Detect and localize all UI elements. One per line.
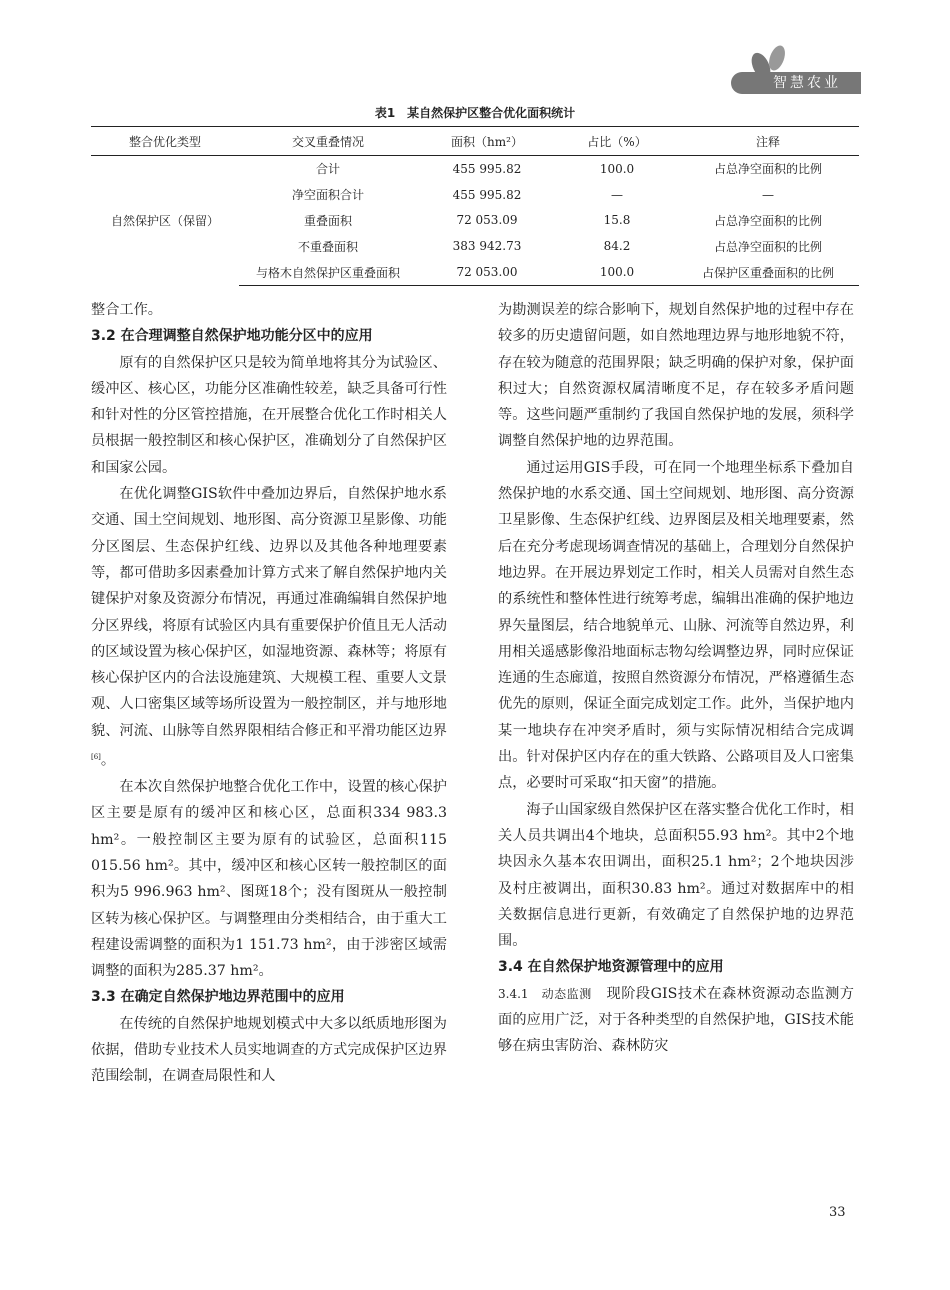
column-header: 注释 <box>677 127 859 156</box>
subsection-heading-3-4-1: 3.4.1 动态监测 <box>498 986 592 1001</box>
paragraph: 在本次自然保护地整合优化工作中，设置的核心保护区主要是原有的缓冲区和核心区，总面积334 983.3 hm²。一般控制区主要为原有的试验区，总面积115 015.56 hm²。其中，缓冲区和核心区转一般控制区的面积为5 996.963 hm²、图斑18个；没有图斑从一般控制区转为核心保护区。与调整理由分类相结合，由于重大工程建设需调整的面积为1 151.73 hm²，由于涉密区域需调整的面积为285.37 hm²。 <box>91 779 447 980</box>
table-cell: 383 942.73 <box>452 239 522 254</box>
area-statistics-table <box>91 126 859 286</box>
table-cell: 72 053.00 <box>417 259 557 285</box>
citation-ref: [6] <box>91 753 101 762</box>
right-column <box>498 297 854 1060</box>
paragraph-text: 现阶段GIS技术在森林资源动态监测方面的应用广泛，对于各种类型的自然保护地，GIS技术能够在病虫害防治、森林防灾 <box>498 985 854 1055</box>
table-cell: 占总净空面积的比例 <box>713 162 822 177</box>
column-header: 面积（hm²） <box>417 127 557 156</box>
section-heading-3-3: 3.3 在确定自然保护地边界范围中的应用 <box>91 989 345 1006</box>
table-row <box>91 156 859 182</box>
table-cell: 不重叠面积 <box>297 239 358 254</box>
paragraph: 海子山国家级自然保护区在落实整合优化工作时，相关人员共调出4个地块，总面积55.93 hm²。其中2个地块因永久基本农田调出，面积25.1 hm²；2个地块因涉及村庄被调出，面积30.83 hm²。通过对数据库中的相关数据信息进行更新，有效确定了自然保护地的边界范围。 <box>498 801 854 950</box>
paragraph <box>498 981 854 1060</box>
table-cell: 重叠面积 <box>303 213 352 228</box>
paragraph-end: 。 <box>100 752 116 769</box>
table-cell: — <box>611 187 623 202</box>
table-cell: 455 995.82 <box>452 161 522 176</box>
table-cell: 84.2 <box>603 239 631 254</box>
section-heading-3-4: 3.4 在自然保护地资源管理中的应用 <box>498 959 724 976</box>
paragraph: 整合工作。 <box>91 302 162 318</box>
group-cell: 自然保护区（保留） <box>110 214 219 229</box>
page-number: 33 <box>829 1205 846 1220</box>
table-cell: 占总净空面积的比例 <box>713 239 822 254</box>
table-cell: — <box>762 187 774 202</box>
section-heading-3-2: 3.2 在合理调整自然保护地功能分区中的应用 <box>91 328 373 345</box>
section-logo <box>731 44 861 94</box>
table-cell: 100.0 <box>599 161 635 176</box>
paragraph: 在传统的自然保护地规划模式中大多以纸质地形图为依据，借助专业技术人员实地调查的方式完成保护区边界范围绘制，在调查局限性和人 <box>91 1015 447 1085</box>
table-cell: 15.8 <box>603 213 631 228</box>
column-header: 占比（%） <box>557 127 677 156</box>
table-cell: 净空面积合计 <box>291 188 364 203</box>
table-cell: 占总净空面积的比例 <box>713 213 822 228</box>
table-cell: 100.0 <box>557 259 677 285</box>
column-header: 整合优化类型 <box>91 127 239 156</box>
paragraph: 为勘测误差的综合影响下，规划自然保护地的过程中存在较多的历史遗留问题，如自然地理边界与地形地貌不符，存在较为随意的范围界限；缺乏明确的保护对象，保护面积过大；自然资源权属清晰度不足，存在较多矛盾问题等。这些问题严重制约了我国自然保护地的发展，须科学调整自然保护地的边界范围。 <box>498 302 854 450</box>
table-cell: 合计 <box>315 162 340 177</box>
table-cell: 占保护区重叠面积的比例 <box>677 259 859 285</box>
table-caption: 表1 某自然保护区整合优化面积统计 <box>374 106 576 120</box>
paragraph <box>91 481 447 774</box>
paragraph: 原有的自然保护区只是较为简单地将其分为试验区、缓冲区、核心区，功能分区准确性较差，缺乏具备可行性和针对性的分区管控措施，在开展整合优化工作时相关人员根据一般控制区和核心保护区，准确划分了自然保护区和国家公园。 <box>91 354 447 476</box>
table-cell: 72 053.09 <box>456 213 518 228</box>
table-cell: 与格木自然保护区重叠面积 <box>239 259 417 285</box>
section-logo-text: 智慧农业 <box>731 72 861 94</box>
paragraph: 通过运用GIS手段，可在同一个地理坐标系下叠加自然保护地的水系交通、国土空间规划、地形图、高分资源卫星影像、生态保护红线、边界图层及相关地理要素，然后在充分考虑现场调查情况的基础上，合理划分自然保护地边界。在开展边界划定工作时，相关人员需对自然生态的系统性和整体性进行统筹考虑，编辑出准确的保护地边界矢量图层，结合地貌单元、山脉、河流等自然边界，利用相关遥感影像沿地面标志物勾绘调整边界，同时应保证连通的生态廊道，按照自然资源分布情况，严格遵循生态优先的原则，保证全面完成划定工作。此外，当保护地内某一地块存在冲突矛盾时，须与实际情况相结合完成调出。针对保护区内存在的重大铁路、公路项目及人口密集点，必要时可采取“扣天窗”的措施。 <box>498 459 854 792</box>
paragraph-text: 在优化调整GIS软件中叠加边界后，自然保护地水系交通、国土空间规划、地形图、高分资源卫星影像、功能分区图层、生态保护红线、边界以及其他各种地理要素等，都可借助多因素叠加计算方式来了解自然保护地内关键保护对象及资源分布情况，再通过准确编辑自然保护地分区界线，将原有试验区内具有重要保护价值且无人活动的区域设置为核心保护区，如湿地资源、森林等；将原有核心保护区内的合法设施建筑、大规模工程、重要人文景观、人口密集区域等场所设置为一般控制区，并与地形地貌、河流、山脉等自然界限相结合修正和平滑功能区边界 <box>91 486 447 739</box>
left-column <box>91 297 447 1090</box>
table-header-row <box>91 127 859 156</box>
table-cell: 455 995.82 <box>452 187 522 202</box>
column-header: 交叉重叠情况 <box>239 127 417 156</box>
